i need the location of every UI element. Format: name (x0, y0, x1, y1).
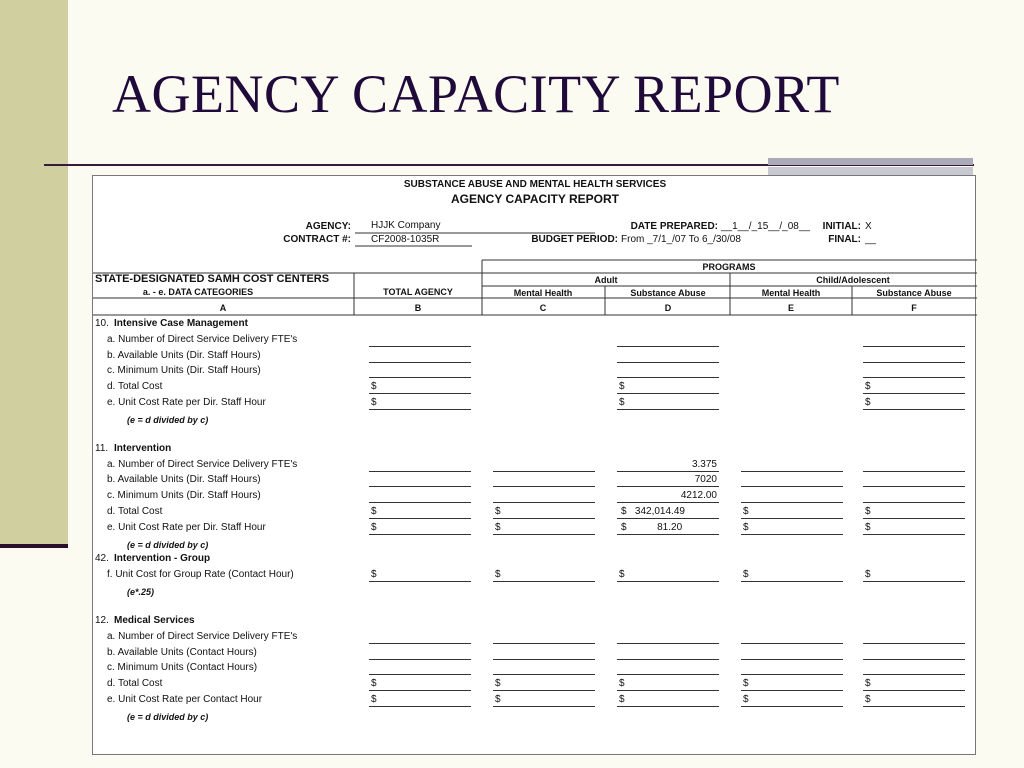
entry-field-line[interactable] (741, 706, 843, 707)
row-label: d. Total Cost (107, 678, 163, 690)
entry-field-line[interactable] (369, 362, 471, 363)
entry-field-line[interactable] (617, 409, 719, 410)
row-label: f. Unit Cost for Group Rate (Contact Hour) (107, 569, 294, 581)
dollar-sign: $ (371, 397, 377, 408)
entry-field-line[interactable] (741, 643, 843, 644)
dollar-sign: $ (865, 678, 871, 690)
entry-field-line[interactable] (493, 581, 595, 582)
entry-field-line[interactable] (493, 659, 595, 660)
dollar-sign: $ (865, 506, 871, 517)
entry-field-line[interactable] (369, 518, 471, 519)
column-letter-d: D (664, 303, 672, 313)
entry-field-line[interactable] (741, 581, 843, 582)
entry-field-line[interactable] (617, 393, 719, 394)
entry-field-line[interactable] (369, 377, 471, 378)
entry-field-line[interactable] (493, 518, 595, 519)
column-letter-e: E (787, 303, 795, 313)
column-letter-b: B (414, 303, 422, 313)
final-value: __ (865, 234, 877, 245)
final-label: FINAL: (828, 234, 861, 245)
section-title: Medical Services (114, 615, 195, 626)
formula-note: (e = d divided by c) (127, 711, 209, 722)
entry-field-line[interactable] (369, 502, 471, 503)
entry-field-line[interactable] (617, 659, 719, 660)
entry-field-line[interactable] (863, 518, 965, 519)
row-label: d. Total Cost (107, 506, 163, 517)
dollar-sign: $ (495, 678, 501, 690)
dollar-sign: $ (865, 521, 871, 533)
cell-value: 7020 (694, 474, 717, 486)
section-number: 12. (95, 615, 109, 626)
entry-field-line[interactable] (617, 502, 719, 503)
row-label: b. Available Units (Dir. Staff Hours) (107, 349, 261, 361)
entry-field-line[interactable] (863, 486, 965, 487)
row-label: d. Total Cost (107, 381, 163, 393)
agency-capacity-report-form (92, 175, 976, 755)
dollar-sign: $ (371, 678, 377, 690)
row-label: b. Available Units (Dir. Staff Hours) (107, 474, 261, 486)
entry-field-line[interactable] (863, 674, 965, 675)
slide-sidebar-band (0, 0, 68, 548)
cell-value: 3.375 (691, 458, 717, 470)
entry-field-line[interactable] (863, 659, 965, 660)
entry-field-line[interactable] (741, 518, 843, 519)
form-header-line2: AGENCY CAPACITY REPORT (450, 192, 620, 206)
dollar-sign: $ (743, 521, 749, 533)
entry-field-line[interactable] (741, 659, 843, 660)
dollar-sign: $ (371, 521, 377, 533)
dollar-sign: $ (619, 381, 625, 393)
entry-field-line[interactable] (369, 643, 471, 644)
dollar-sign: $ (371, 381, 377, 393)
entry-field-line[interactable] (493, 486, 595, 487)
date-prepared-label: DATE PREPARED: (630, 221, 718, 232)
entry-field-line[interactable] (617, 674, 719, 675)
entry-field-line[interactable] (617, 471, 719, 472)
adult-mental-health-header: Mental Health (513, 288, 573, 298)
dollar-sign: $ (743, 506, 749, 517)
entry-field-line[interactable] (369, 581, 471, 582)
dollar-sign: $ (495, 506, 501, 517)
cell-value: $ 342,014.49 (621, 506, 685, 517)
data-categories-header: a. - e. DATA CATEGORIES (142, 287, 254, 297)
entry-field-line[interactable] (369, 690, 471, 691)
entry-field-line[interactable] (863, 377, 965, 378)
entry-field-line[interactable] (617, 346, 719, 347)
dollar-sign: $ (619, 694, 625, 705)
entry-field-line[interactable] (863, 362, 965, 363)
entry-field-line[interactable] (493, 471, 595, 472)
total-agency-header: TOTAL AGENCY (383, 287, 453, 297)
entry-field-line[interactable] (863, 409, 965, 410)
row-label: a. Number of Direct Service Delivery FTE's (107, 630, 298, 642)
entry-field-line[interactable] (493, 502, 595, 503)
row-label: e. Unit Cost Rate per Contact Hour (107, 694, 263, 705)
entry-field-line[interactable] (863, 471, 965, 472)
entry-field-line[interactable] (741, 486, 843, 487)
row-label: b. Available Units (Contact Hours) (107, 646, 257, 658)
row-label: e. Unit Cost Rate per Dir. Staff Hour (107, 397, 266, 408)
sidebar-underline (0, 544, 68, 548)
dollar-sign: $ (743, 694, 749, 705)
child-substance-abuse-header: Substance Abuse (876, 288, 952, 298)
entry-field-line[interactable] (493, 643, 595, 644)
initial-value: X (865, 221, 872, 232)
entry-field-line[interactable] (863, 643, 965, 644)
dollar-sign: $ (619, 397, 625, 408)
row-label: e. Unit Cost Rate per Dir. Staff Hour (107, 521, 266, 533)
cost-centers-header: STATE-DESIGNATED SAMH COST CENTERS (95, 273, 330, 285)
entry-field-line[interactable] (617, 486, 719, 487)
section-title: Intensive Case Management (114, 318, 248, 329)
column-letter-f: F (911, 303, 917, 313)
cell-value: 4212.00 (680, 490, 717, 502)
title-accent-bar (768, 158, 973, 165)
section-number: 11. (95, 442, 109, 454)
entry-field-line[interactable] (863, 690, 965, 691)
section-title: Intervention (114, 442, 172, 454)
row-label: a. Number of Direct Service Delivery FTE's (107, 458, 298, 470)
agency-label: AGENCY: (305, 221, 351, 232)
dollar-sign: $ (371, 506, 377, 517)
dollar-sign: $ (743, 678, 749, 690)
row-label: a. Number of Direct Service Delivery FTE's (107, 333, 298, 345)
entry-field-line[interactable] (369, 674, 471, 675)
entry-field-line[interactable] (493, 674, 595, 675)
entry-field-line[interactable] (493, 706, 595, 707)
dollar-sign: $ (495, 521, 501, 533)
entry-field-line[interactable] (493, 534, 595, 535)
slide-title: AGENCY CAPACITY REPORT (112, 64, 840, 124)
entry-field-line[interactable] (741, 674, 843, 675)
column-letter-c: C (539, 303, 547, 313)
entry-field-line[interactable] (617, 362, 719, 363)
entry-field-line[interactable] (863, 534, 965, 535)
budget-period-label: BUDGET PERIOD: (531, 234, 618, 245)
dollar-sign: $ (865, 397, 871, 408)
programs-header: PROGRAMS (702, 262, 756, 272)
entry-field-line[interactable] (617, 518, 719, 519)
section-number: 42. (95, 553, 109, 565)
cell-value: $ 81.20 (621, 521, 683, 533)
adult-substance-abuse-header: Substance Abuse (630, 288, 706, 298)
dollar-sign: $ (619, 569, 625, 581)
entry-field-line[interactable] (369, 409, 471, 410)
entry-field-line[interactable] (369, 393, 471, 394)
child-adolescent-header: Child/Adolescent (816, 275, 890, 285)
entry-field-line[interactable] (617, 377, 719, 378)
entry-field-line[interactable] (369, 346, 471, 347)
entry-field-line[interactable] (369, 471, 471, 472)
dollar-sign: $ (619, 678, 625, 690)
entry-field-line[interactable] (863, 502, 965, 503)
entry-field-line[interactable] (863, 706, 965, 707)
column-letter-a: A (219, 303, 227, 313)
formula-note: (e = d divided by c) (127, 539, 209, 550)
dollar-sign: $ (865, 381, 871, 393)
dollar-sign: $ (495, 569, 501, 581)
budget-period-value: From _7/1_/07 To 6_/30/08 (621, 234, 741, 245)
row-label: c. Minimum Units (Dir. Staff Hours) (107, 365, 261, 377)
entry-field-line[interactable] (617, 706, 719, 707)
formula-note: (e = d divided by c) (127, 414, 209, 425)
row-label: c. Minimum Units (Contact Hours) (107, 662, 258, 674)
contract-label: CONTRACT #: (283, 234, 351, 245)
dollar-sign: $ (865, 569, 871, 581)
section-title: Intervention - Group (114, 553, 211, 565)
dollar-sign: $ (495, 694, 501, 705)
entry-field-line[interactable] (617, 581, 719, 582)
dollar-sign: $ (371, 569, 377, 581)
entry-field-line[interactable] (369, 534, 471, 535)
date-prepared-value: __1__/_15__/_08__ (721, 221, 810, 232)
row-label: c. Minimum Units (Dir. Staff Hours) (107, 490, 261, 502)
entry-field-line[interactable] (369, 706, 471, 707)
entry-field-line[interactable] (863, 346, 965, 347)
entry-field-line[interactable] (493, 690, 595, 691)
entry-field-line[interactable] (863, 393, 965, 394)
dollar-sign: $ (865, 694, 871, 705)
child-mental-health-header: Mental Health (761, 288, 821, 298)
dollar-sign: $ (371, 694, 377, 705)
entry-field-line[interactable] (617, 534, 719, 535)
entry-field-line[interactable] (741, 471, 843, 472)
initial-label: INITIAL: (822, 221, 861, 232)
formula-note: (e*.25) (127, 587, 155, 597)
adult-header: Adult (594, 275, 618, 285)
entry-field-line[interactable] (617, 643, 719, 644)
section-number: 10. (95, 318, 109, 329)
contract-value: CF2008-1035R (371, 234, 440, 245)
entry-field-line[interactable] (863, 581, 965, 582)
entry-field-line[interactable] (617, 690, 719, 691)
dollar-sign: $ (743, 569, 749, 581)
entry-field-line[interactable] (741, 502, 843, 503)
form-header-line1: SUBSTANCE ABUSE AND MENTAL HEALTH SERVICES (403, 179, 667, 190)
entry-field-line[interactable] (369, 486, 471, 487)
entry-field-line[interactable] (741, 534, 843, 535)
agency-value: HJJK Company (371, 220, 441, 231)
entry-field-line[interactable] (741, 690, 843, 691)
entry-field-line[interactable] (369, 659, 471, 660)
